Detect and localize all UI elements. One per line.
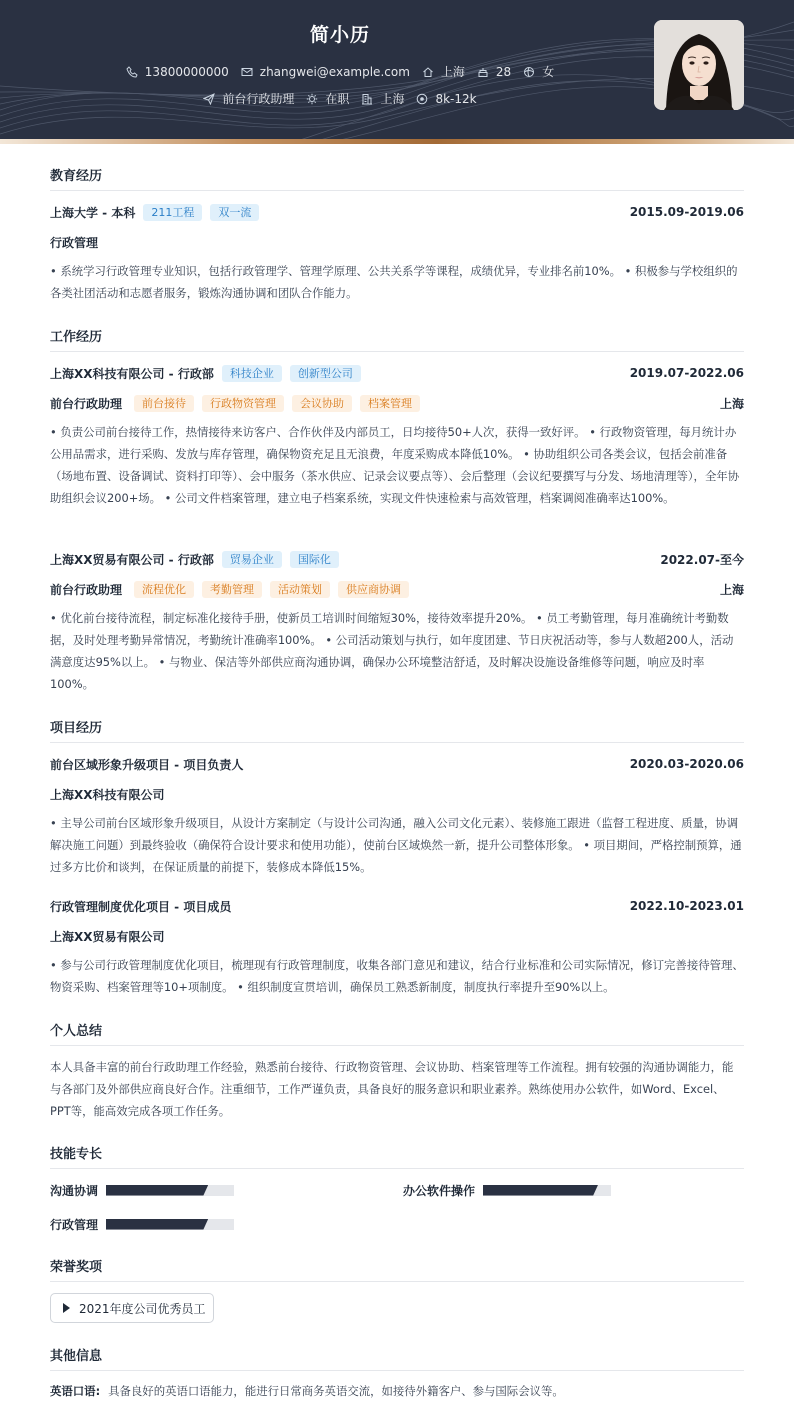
project-company: 上海XX科技有限公司 xyxy=(50,787,165,802)
role-tag: 会议协助 xyxy=(292,395,352,412)
role-tag: 考勤管理 xyxy=(202,581,262,598)
role-tag: 活动策划 xyxy=(270,581,330,598)
award-text: 2021年度公司优秀员工 xyxy=(79,1301,206,1316)
project-name: 前台区域形象升级项目 - 项目负责人 xyxy=(50,757,244,772)
gender-item xyxy=(523,63,554,80)
building-icon xyxy=(361,93,373,105)
company-tag: 创新型公司 xyxy=(290,365,361,382)
work-section-title: 工作经历 xyxy=(50,326,744,352)
role-tag: 行政物资管理 xyxy=(202,395,284,412)
work-city-text: 上海 xyxy=(380,92,405,106)
skill-fill xyxy=(106,1185,208,1196)
summary-section-title: 个人总结 xyxy=(50,1020,744,1046)
skill-name: 行政管理 xyxy=(50,1217,99,1232)
other-info-row xyxy=(50,1381,744,1401)
project-date: 2020.03-2020.06 xyxy=(629,757,744,771)
send-icon xyxy=(203,93,215,105)
project-description: • 参与公司行政管理制度优化项目，梳理现有行政管理制度，收集各部门意见和建议，结合行业标准和公司实际情况，修订完善接待管理、物资采购、档案管理等10+项制度。 • 组织制度宣贯培训，确保员工熟悉新制度，制度执行率提升至90%以上。 xyxy=(50,958,744,994)
skill-name: 办公软件操作 xyxy=(403,1183,476,1198)
work-company-row xyxy=(50,363,744,383)
skill-bar xyxy=(483,1185,611,1196)
work-description: • 优化前台接待流程，制定标准化接待手册，使新员工培训时间缩短30%，接待效率提升20%。 • 员工考勤管理，每月准确统计考勤数据，及时处理考勤异常情况，考勤统计准确率100%。 • 公司活动策划与执行，如年度团建、节日庆祝活动等，参与人数超200人，活动满意度达95%以上。 • 与物业、保洁等外部供应商沟通协调，确保办公环境整洁舒适，及时解决设施设备维修等问题，响应及时率100%。 xyxy=(50,611,734,691)
skill-fill xyxy=(483,1185,598,1196)
age-text: 28 xyxy=(495,64,512,79)
education-school: 上海大学 - 本科 xyxy=(50,205,136,220)
other-info-label: 英语口语: xyxy=(50,1384,101,1398)
skill-item xyxy=(50,1214,234,1234)
projects-section-title: 项目经历 xyxy=(50,717,744,743)
city-text: 上海 xyxy=(440,65,465,79)
project-company-row xyxy=(50,926,744,946)
education-date: 2015.09-2019.06 xyxy=(629,205,744,219)
education-major: 行政管理 xyxy=(50,235,99,250)
work-date: 2019.07-2022.06 xyxy=(629,366,744,380)
resume-header xyxy=(0,0,794,140)
work-role-row xyxy=(50,393,744,413)
job-intent-item xyxy=(203,90,294,107)
education-section-title: 教育经历 xyxy=(50,165,744,191)
salary-item xyxy=(416,92,476,106)
work-city-item xyxy=(361,90,404,107)
status-icon xyxy=(306,93,318,105)
work-date: 2022.07-至今 xyxy=(660,552,744,567)
job-intent-text: 前台行政助理 xyxy=(222,92,295,106)
home-icon xyxy=(422,66,434,78)
work-location: 上海 xyxy=(719,582,744,597)
mail-icon xyxy=(241,66,253,78)
work-role-row xyxy=(50,579,744,599)
job-intent-row xyxy=(0,90,680,107)
role-tag: 档案管理 xyxy=(360,395,420,412)
city-item xyxy=(422,63,465,80)
role-tag: 供应商协调 xyxy=(338,581,409,598)
education-school-row xyxy=(50,202,744,222)
other-info-text: 具备良好的英语口语能力，能进行日常商务英语交流，如接待外籍客户、参与国际会议等。 xyxy=(108,1384,564,1398)
project-name-row xyxy=(50,754,744,774)
education-description: • 系统学习行政管理专业知识，包括行政管理学、管理学原理、公共关系学等课程，成绩优异，专业排名前10%。 • 积极参与学校组织的各类社团活动和志愿者服务，锻炼沟通协调和团队合作能力。 xyxy=(50,264,738,300)
work-location: 上海 xyxy=(719,396,744,411)
role-tag: 前台接待 xyxy=(134,395,194,412)
salary-icon xyxy=(416,93,428,105)
project-name-row xyxy=(50,896,744,916)
education-tag: 211工程 xyxy=(143,204,202,221)
phone-item xyxy=(126,65,229,79)
work-company: 上海XX贸易有限公司 - 行政部 xyxy=(50,552,214,567)
age-item xyxy=(477,65,511,79)
skills-section-title: 技能专长 xyxy=(50,1143,744,1169)
work-company: 上海XX科技有限公司 - 行政部 xyxy=(50,366,214,381)
award-item[interactable] xyxy=(50,1293,214,1323)
education-tag: 双一流 xyxy=(210,204,259,221)
email-text: zhangwei@example.com xyxy=(259,64,410,79)
work-description: • 负责公司前台接待工作，热情接待来访客户、合作伙伴及内部员工，日均接待50+人次，获得一致好评。 • 行政物资管理，每月统计办公用品需求，进行采购、发放与库存管理，确保物资充足且无浪费，年度采购成本降低10%。 • 协助组织公司各类会议，包括会前准备（场地布置、设备调试、资料打印等）、会中服务（茶水供应、记录会议要点等）、会后整理（会议纪要撰写与分发、场地清理等），全年协助组织会议200+场。 • 公司文件档案管理，建立电子档案系统，实现文件快速检索与高效管理，档案调阅准确率达100%。 xyxy=(50,425,740,505)
skill-item xyxy=(50,1180,234,1200)
header-accent-bar xyxy=(0,139,794,144)
work-company-row xyxy=(50,549,744,569)
age-icon xyxy=(477,66,489,78)
role-tag: 流程优化 xyxy=(134,581,194,598)
email-item xyxy=(241,65,410,79)
project-description: • 主导公司前台区域形象升级项目，从设计方案制定（与设计公司沟通，融入公司文化元素）、装修施工跟进（监督工程进度、质量，协调解决施工问题）到最终验收（确保符合设计要求和使用功能），使前台区域焕然一新，提升公司整体形象。 • 项目期间，严格控制预算，通过多方比价和谈判，在保证质量的前提下，装修成本降低15%。 xyxy=(50,816,742,874)
phone-icon xyxy=(126,66,138,78)
company-tag: 科技企业 xyxy=(222,365,282,382)
contact-row xyxy=(0,63,680,80)
candidate-name: 简小历 xyxy=(309,24,370,46)
salary-text: 8k-12k xyxy=(435,91,477,106)
gender-icon xyxy=(523,66,535,78)
phone-text: 13800000000 xyxy=(144,64,229,79)
company-tag: 国际化 xyxy=(290,551,339,568)
skill-bar xyxy=(106,1219,234,1230)
awards-section-title: 荣誉奖项 xyxy=(50,1256,744,1282)
skill-fill xyxy=(106,1219,208,1230)
project-company: 上海XX贸易有限公司 xyxy=(50,929,165,944)
work-role: 前台行政助理 xyxy=(50,582,123,597)
work-role: 前台行政助理 xyxy=(50,396,123,411)
company-tag: 贸易企业 xyxy=(222,551,282,568)
summary-text: 本人具备丰富的前台行政助理工作经验，熟悉前台接待、行政物资管理、会议协助、档案管理等工作流程。拥有较强的沟通协调能力，能与各部门及外部供应商良好合作。注重细节，工作严谨负责，具备良好的服务意识和职业素养。熟练使用办公软件，如Word、Excel、PPT等，能高效完成各项工作任务。 xyxy=(50,1060,734,1118)
status-text: 在职 xyxy=(325,92,350,106)
education-major-row xyxy=(50,232,744,252)
portrait-image xyxy=(654,20,744,110)
status-item xyxy=(306,90,349,107)
gender-text: 女 xyxy=(542,65,555,79)
project-company-row xyxy=(50,784,744,804)
avatar-photo xyxy=(654,20,744,110)
project-name: 行政管理制度优化项目 - 项目成员 xyxy=(50,899,232,914)
skill-name: 沟通协调 xyxy=(50,1183,99,1198)
skill-bar xyxy=(106,1185,234,1196)
skill-item xyxy=(403,1180,611,1200)
expand-triangle-icon xyxy=(63,1303,70,1313)
other-section-title: 其他信息 xyxy=(50,1345,744,1371)
project-date: 2022.10-2023.01 xyxy=(629,899,744,913)
